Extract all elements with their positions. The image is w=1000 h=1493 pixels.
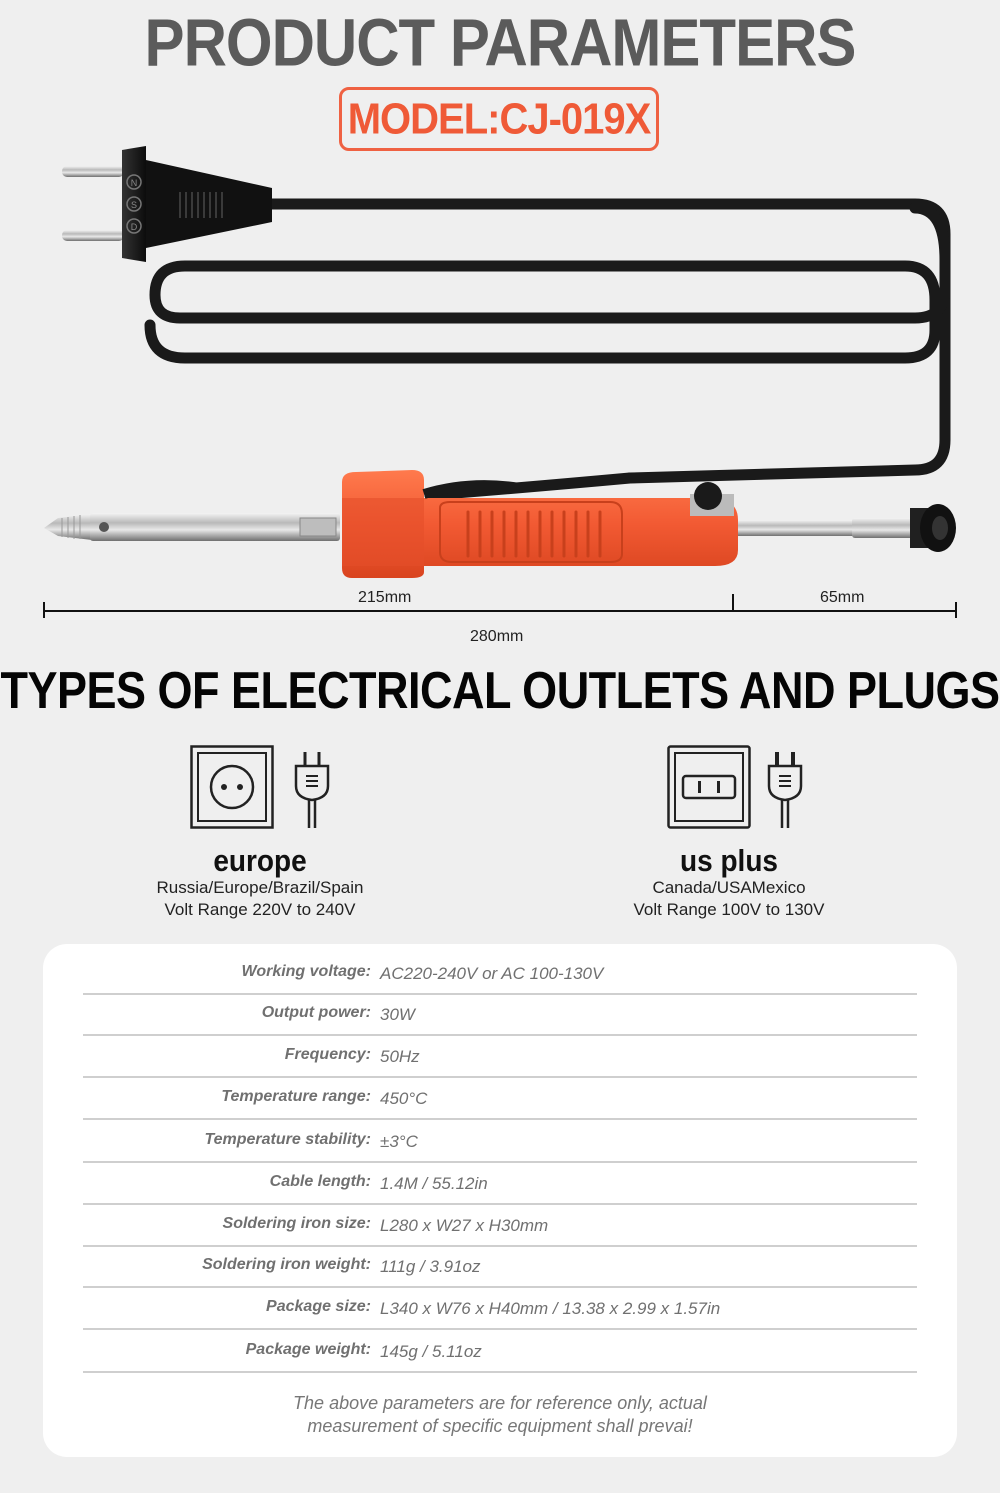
dimension-total-length: 280mm xyxy=(470,628,524,645)
spec-divider xyxy=(83,1371,917,1373)
plunger-rod xyxy=(738,504,956,552)
spec-label: Temperature range: xyxy=(221,1088,371,1105)
spec-table-card xyxy=(43,944,957,1457)
spec-row xyxy=(83,1036,917,1078)
spec-label: Output power: xyxy=(261,1004,371,1021)
outlet-europe xyxy=(60,745,460,921)
spec-label: Soldering iron weight: xyxy=(202,1256,371,1273)
model-label: MODEL:CJ-019X xyxy=(347,94,651,143)
outlet-us xyxy=(529,745,929,921)
spec-label: Package size: xyxy=(266,1298,371,1315)
spec-row xyxy=(83,1205,917,1247)
plug-mark-n: N xyxy=(130,178,138,188)
dimension-plunger-length: 65mm xyxy=(820,589,865,606)
outlet-us-voltage: Volt Range 100V to 130V xyxy=(633,900,825,919)
spec-row xyxy=(83,1121,917,1163)
spec-footnote-line-1: The above parameters are for reference only, actual xyxy=(293,1393,707,1413)
dimension-tick-mid xyxy=(732,594,734,612)
eu-plug-icon xyxy=(292,750,332,830)
spec-label: Cable length: xyxy=(269,1173,371,1190)
spec-value: L280 x W27 x H30mm xyxy=(380,1216,549,1235)
release-button xyxy=(690,482,734,516)
spec-row xyxy=(83,953,917,995)
spec-value: 30W xyxy=(380,1005,415,1024)
spec-row xyxy=(83,1163,917,1205)
spec-value: 1.4M / 55.12in xyxy=(380,1174,488,1193)
spec-divider xyxy=(83,1328,917,1330)
eu-socket-icon xyxy=(190,745,274,829)
eu-plug xyxy=(62,146,272,262)
spec-label: Temperature stability: xyxy=(204,1131,371,1148)
outlet-europe-voltage: Volt Range 220V to 240V xyxy=(164,900,356,919)
power-cable xyxy=(150,204,945,495)
outlet-europe-countries: Russia/Europe/Brazil/Spain xyxy=(156,878,364,897)
plug-mark-s: S xyxy=(130,200,138,210)
spec-value: 145g / 5.11oz xyxy=(380,1342,482,1361)
spec-value: ±3°C xyxy=(380,1132,418,1151)
spec-footnote xyxy=(43,1392,957,1438)
spec-value: 111g / 3.91oz xyxy=(380,1257,481,1276)
spec-label: Package weight: xyxy=(245,1341,371,1358)
us-socket-icon xyxy=(667,745,751,829)
dimension-tick-right xyxy=(955,602,957,618)
dimension-line-main xyxy=(44,610,957,612)
outlets-section-title: TYPES OF ELECTRICAL OUTLETS AND PLUGS xyxy=(0,661,1000,720)
dimension-tick-left xyxy=(43,602,45,618)
spec-row xyxy=(83,1288,917,1330)
spec-row xyxy=(83,994,917,1036)
plug-mark-d: D xyxy=(130,222,138,232)
spec-row xyxy=(83,1331,917,1373)
dimension-handle-length: 215mm xyxy=(358,589,412,606)
outlet-us-name: us plus xyxy=(679,843,778,878)
spec-label: Soldering iron size: xyxy=(222,1215,371,1232)
nozzle-tip xyxy=(44,513,340,541)
spec-value: 450°C xyxy=(380,1089,428,1108)
spec-value: AC220-240V or AC 100-130V xyxy=(380,964,604,983)
desoldering-pump-illustration xyxy=(0,140,1000,610)
spec-row xyxy=(83,1078,917,1120)
spec-value: L340 x W76 x H40mm / 13.38 x 2.99 x 1.57in xyxy=(380,1299,721,1318)
spec-label: Frequency: xyxy=(284,1046,371,1063)
spec-label: Working voltage: xyxy=(241,963,371,980)
spec-footnote-line-2: measurement of specific equipment shall prevai! xyxy=(307,1416,693,1436)
us-plug-icon xyxy=(765,750,805,830)
spec-value: 50Hz xyxy=(380,1047,420,1066)
outlet-europe-name: europe xyxy=(213,843,307,878)
spec-divider xyxy=(83,1118,917,1120)
spec-row xyxy=(83,1246,917,1288)
outlet-us-countries: Canada/USAMexico xyxy=(652,878,806,897)
page-title: PRODUCT PARAMETERS xyxy=(144,4,856,81)
